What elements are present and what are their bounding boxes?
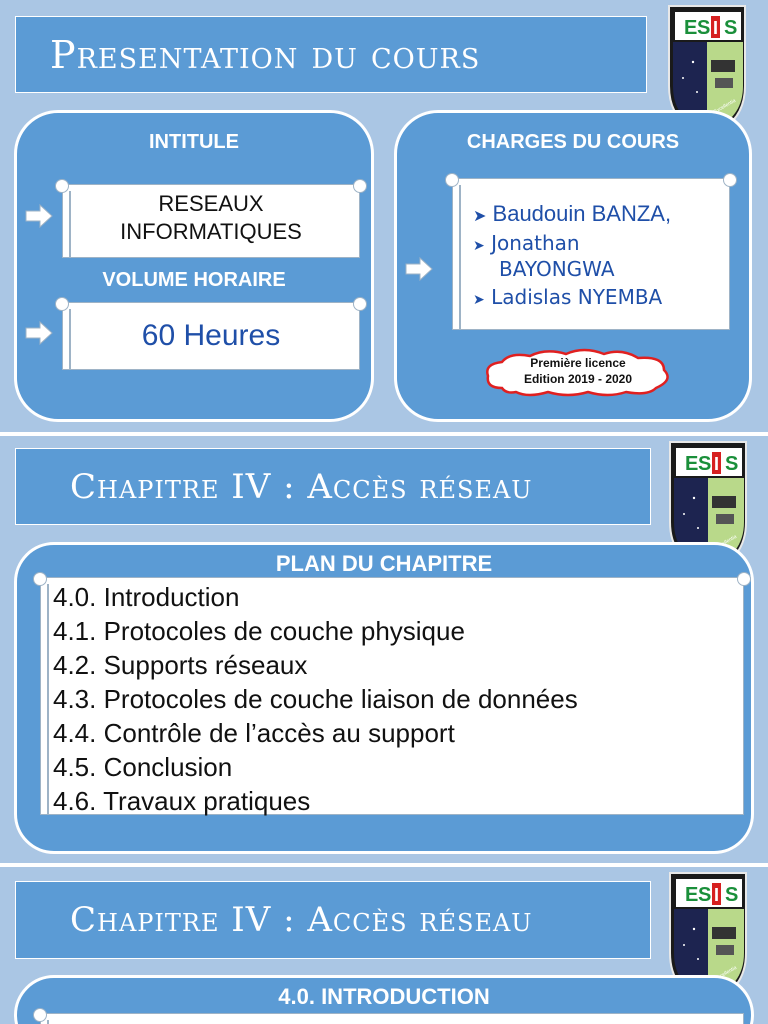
introduction-scroll xyxy=(40,1013,744,1024)
instructor-item xyxy=(473,231,580,255)
right-arrow-icon xyxy=(24,320,54,351)
introduction-heading: 4.0. INTRODUCTION xyxy=(278,984,490,1009)
plan-item: 4.1. Protocoles de couche physique xyxy=(53,616,465,646)
slide-title: Presentation du cours xyxy=(15,16,647,93)
plan-scroll xyxy=(40,577,744,815)
plan-heading: PLAN DU CHAPITRE xyxy=(275,551,493,576)
volume-heading: VOLUME HORAIRE xyxy=(102,269,286,291)
plan-item: 4.6. Travaux pratiques xyxy=(53,786,311,816)
volume-value: 60 Heures xyxy=(141,319,281,352)
right-arrow-icon xyxy=(24,203,54,234)
logo-letter-e: E xyxy=(685,884,699,906)
instructor-name-line2: BAYONGWA xyxy=(499,257,615,281)
intitule-scroll xyxy=(62,184,360,258)
logo-letter-s: S xyxy=(698,884,712,906)
slide-chapter-plan xyxy=(0,436,768,863)
cloud-line2: Edition 2019 - 2020 xyxy=(523,372,633,386)
slide-title: Chapitre IV : Accès réseau xyxy=(15,881,651,959)
course-info-panel xyxy=(14,110,374,422)
logo-letter-s: S xyxy=(697,17,711,39)
right-arrow-icon xyxy=(404,256,434,287)
slide-presentation xyxy=(0,0,768,432)
plan-item: 4.4. Contrôle de l’accès au support xyxy=(53,718,455,748)
plan-item: 4.5. Conclusion xyxy=(53,752,233,782)
instructor-item xyxy=(473,201,671,227)
instructor-name: Jonathan xyxy=(491,231,580,255)
instructor-name: Baudouin BANZA, xyxy=(492,201,672,226)
logo-letter-s: S xyxy=(698,453,712,475)
logo-letter-i: I xyxy=(714,454,720,474)
logo-letter-i: I xyxy=(713,18,719,38)
intitule-value-line2: INFORMATIQUES xyxy=(120,219,302,244)
logo-letter-i: I xyxy=(714,885,720,905)
cloud-line1: Première licence xyxy=(530,356,626,370)
instructor-name: Ladislas NYEMBA xyxy=(491,285,663,309)
slide-introduction xyxy=(0,867,768,1024)
plan-item: 4.2. Supports réseaux xyxy=(53,650,308,680)
charges-heading: CHARGES DU COURS xyxy=(466,131,680,153)
bullet-arrow-icon: ➤ xyxy=(473,238,485,254)
edition-cloud xyxy=(480,348,676,398)
logo-letter-e: E xyxy=(684,17,698,39)
plan-item: 4.3. Protocoles de couche liaison de données xyxy=(53,684,578,714)
slide-title: Chapitre IV : Accès réseau xyxy=(15,448,651,525)
instructor-item xyxy=(473,285,662,309)
logo-letter-e: E xyxy=(685,453,699,475)
instructors-scroll xyxy=(452,178,730,330)
bullet-arrow-icon: ➤ xyxy=(473,292,485,308)
intitule-value-line1: RESEAUX xyxy=(158,191,264,216)
bullet-arrow-icon: ➤ xyxy=(473,208,487,225)
plan-item: 4.0. Introduction xyxy=(53,582,240,612)
logo-letter-s2: S xyxy=(725,884,739,906)
intitule-heading: INTITULE xyxy=(149,131,239,153)
logo-letter-s2: S xyxy=(725,453,739,475)
volume-scroll xyxy=(62,302,360,370)
logo-letter-s2: S xyxy=(724,17,738,39)
